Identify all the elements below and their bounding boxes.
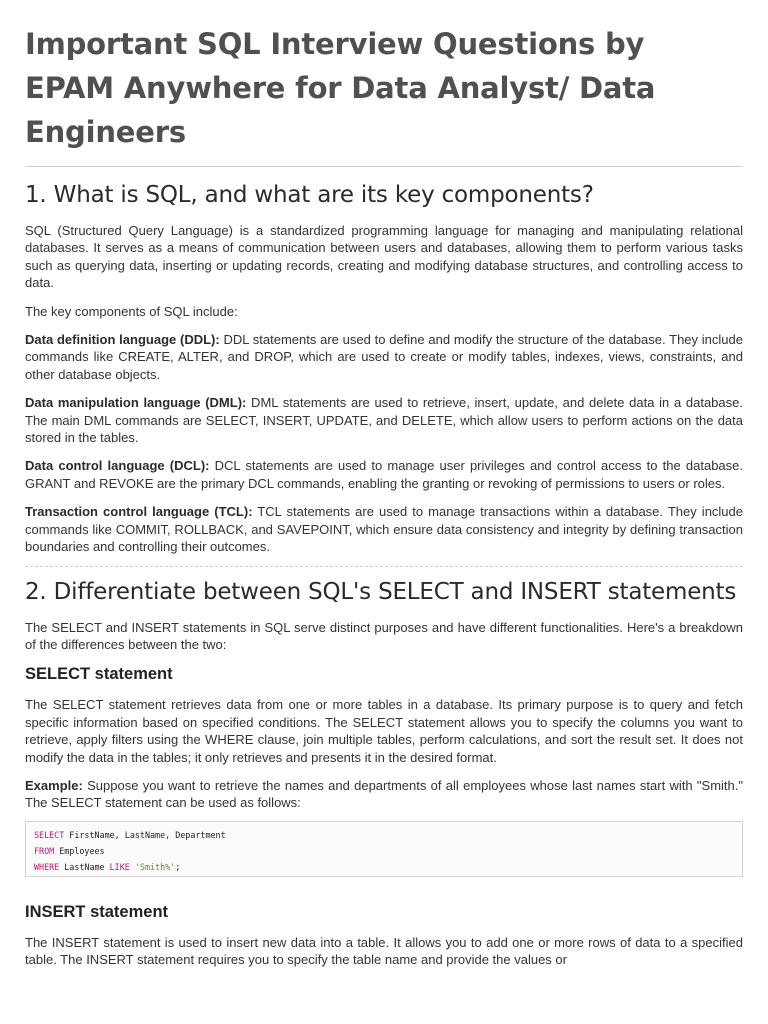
code-line-3: [34, 859, 734, 875]
select-statement-heading: SELECT statement: [25, 665, 173, 684]
select-example-label: Example:: [25, 777, 83, 793]
question-2-intro: The SELECT and INSERT statements in SQL serve distinct purposes and have different functionalities. Here's a breakdown of the differences between the two:: [25, 619, 743, 652]
code-keyword-like: LIKE: [109, 861, 130, 872]
question-1-section: [25, 178, 743, 556]
code-keyword-from: FROM: [34, 845, 55, 856]
select-example-text: Suppose you want to retrieve the names and departments of all employees whose last names start with "Smith." The SELECT statement can be used as follows:: [25, 777, 743, 811]
component-tcl: [25, 503, 743, 555]
component-dcl: [25, 457, 743, 492]
component-tcl-term: Transaction control language (TCL):: [25, 504, 253, 520]
title-divider: [25, 166, 743, 167]
question-1-intro: SQL (Structured Query Language) is a standardized programming language for managing and manipulating relational databases. It serves as a means of communication between users and databases, allowing them to perform various tasks such as querying data, inserting or updating records, creating and modifying database structures, and controlling access to data.: [25, 223, 743, 291]
select-example: [25, 777, 743, 812]
question-2-heading: 2. Differentiate between SQL's SELECT and INSERT statements: [25, 578, 737, 605]
code-keyword-select: SELECT: [34, 829, 65, 840]
component-ddl-term: Data definition language (DDL):: [25, 332, 220, 348]
code-select-columns: FirstName, LastName, Department: [64, 829, 226, 840]
code-keyword-where: WHERE: [34, 861, 60, 872]
component-dml: [25, 394, 743, 446]
section-divider: [25, 566, 743, 567]
code-table-name: Employees: [54, 845, 105, 856]
select-statement-body: The SELECT statement retrieves data from one or more tables in a database. Its primary purpose is to query and fetch specific information based on specified conditions. The SELECT statement allows you to specify the columns you want to retrieve, apply filters using the WHERE clause, join multiple tables, perform calculations, and sort the result set. It does not modify the data in the tables; it only retrieves and presents it in the desired format.: [25, 697, 743, 765]
code-line-1: [34, 827, 734, 843]
component-dml-term: Data manipulation language (DML):: [25, 395, 247, 411]
component-dcl-text: DCL statements are used to manage user privileges and control access to the database. GRANT and REVOKE are the primary DCL commands, enabling the granting or revoking of permissions to users or roles.: [25, 458, 743, 491]
code-string-literal: 'Smith%': [134, 861, 176, 872]
code-block[interactable]: [25, 821, 743, 877]
component-ddl-text: DDL statements are used to define and modify the structure of the database. They include commands like CREATE, ALTER, and DROP, which are used to create or modify tables, indexes, views, constraints, and other database objects.: [25, 332, 743, 382]
question-2-section: [25, 575, 743, 969]
code-terminator: ;: [175, 861, 181, 872]
document-page: [25, 22, 743, 969]
component-ddl: [25, 331, 743, 383]
code-where-column: LastName: [59, 861, 110, 872]
component-dcl-term: Data control language (DCL):: [25, 458, 210, 474]
insert-statement-heading: INSERT statement: [25, 902, 169, 921]
component-dml-text: DML statements are used to retrieve, insert, update, and delete data in a database. The main DML commands are SELECT, INSERT, UPDATE, and DELETE, which allow users to perform actions on the data stored in the tables.: [25, 395, 743, 446]
document-title: Important SQL Interview Questions by EPAM Anywhere for Data Analyst/ Data Engineers: [25, 27, 656, 149]
insert-statement-body: The INSERT statement is used to insert new data into a table. It allows you to add one or more rows of data to a specified table. The INSERT statement requires you to specify the table name and provide the values or: [25, 934, 743, 968]
component-tcl-text: TCL statements are used to manage transactions within a database. They include commands like COMMIT, ROLLBACK, and SAVEPOINT, which ensure data consistency and integrity by defining transaction boundaries and controlling their outcomes.: [25, 504, 743, 555]
components-lead: The key components of SQL include:: [25, 303, 238, 319]
code-line-2: [34, 843, 734, 859]
question-1-heading: 1. What is SQL, and what are its key components?: [25, 182, 594, 208]
